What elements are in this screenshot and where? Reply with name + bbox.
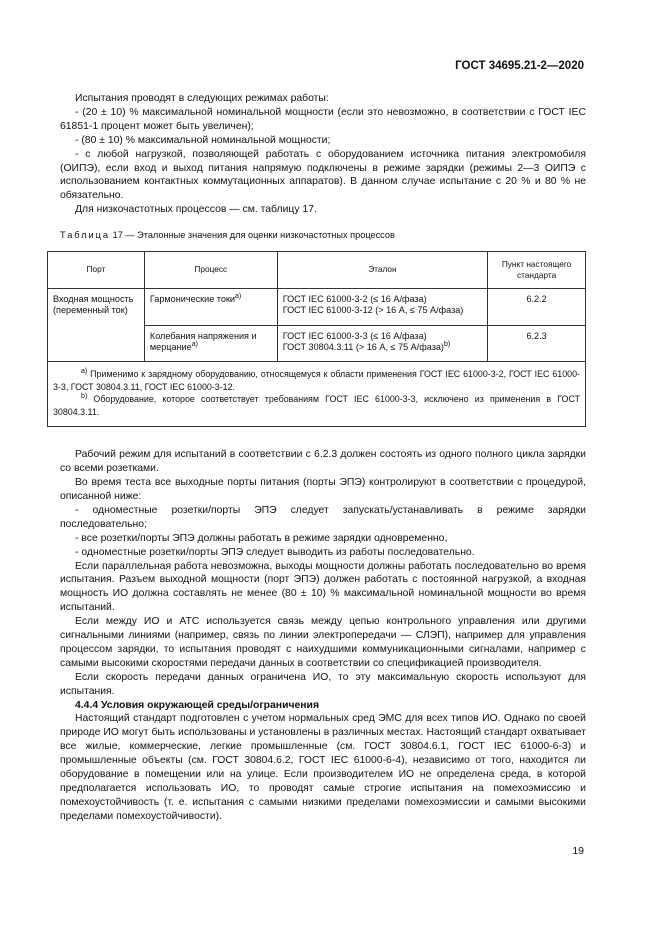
cell-process	[144, 289, 277, 326]
table-caption-text: 17 — Эталонные значения для оценки низкочастотных процессов	[112, 230, 395, 241]
process-text: Колебания напряжения и мерцание	[149, 330, 257, 352]
cell-reference	[277, 289, 487, 326]
cell-reference	[277, 325, 487, 362]
body-list-item: - одноместные розетки/порты ЭПЭ следует запускать/устанавливать в режиме зарядки последовательно;	[60, 504, 586, 530]
footnote-mark: а)	[81, 368, 88, 376]
table-row	[48, 325, 586, 362]
body-paragraph: Настоящий стандарт подготовлен с учетом нормальных сред ЭМС для всех типов ИО. Однако по своей природе ИО могут быть использованы и установлены в различных местах. Настоящий стандарт охватывает все жилые, коммерческие, легкие промышленные (см. ГОСТ 30804.6.1, ГОСТ IEC 61000-6-3) и промышленные объекты (см. ГОСТ 30804.6.2, ГОСТ IEC 61000-6-4), независимо от того, находится ли оборудование в помещении или на улице. Если производителем ИО не определена среда, в которой предполагается использовать ИО, то проводят самые строгие испытания на помехоэмиссию и помехоустойчивость (т. е. испытания с самыми низкими пределами помехоэмиссии и самыми высокими пределами помехоустойчивости).	[60, 713, 586, 822]
table-header-row	[48, 252, 586, 289]
page-header-doc-code: ГОСТ 34695.21-2—2020	[455, 60, 584, 72]
footnote-mark: b)	[81, 393, 88, 401]
body-paragraph: Если между ИО и АТС используется связь между цепью контрольного управления или другими сигнальными линиями (например, связь по линии электропередачи — СЛЭП), например для управления процессом зарядки, то испытания проводят с наихудшими коммуникационными сигналами, например с самыми высокими скоростями передачи данных в соответствии со спецификацией производителя.	[60, 616, 586, 669]
table-note	[53, 368, 580, 393]
footnote-mark: а)	[191, 340, 198, 348]
cell-port-continued	[48, 325, 145, 362]
intro-item: - с любой нагрузкой, позволяющей работать с оборудованием источника питания электромобиля (ОИПЭ), если вход и выход питания напрямую подключены в режиме зарядки (режимы 2—3 ОИПЭ с использованием контактных коммутационных аппаратов). В данном случае испытание с 20 % и 80 % не обязательно.	[60, 148, 586, 202]
body-paragraph: Если параллельная работа невозможна, выходы мощности должны работать последовательно во время испытания. Разъем выходной мощности (порт ЭПЭ) должен работать с постоянной нагрузкой, а входная мощность ИО должна составлять не менее (80 ± 10) % максимальной номинальной мощности во время испытаний.	[60, 560, 586, 614]
reference-table	[47, 251, 586, 427]
header-port: Порт	[48, 252, 145, 289]
table-note-text: Оборудование, которое соответствует требованиям ГОСТ IEC 61000-3-3, исключено из применения в ГОСТ 30804.3.11.	[53, 394, 580, 417]
cell-port: Входная мощность (переменный ток)	[48, 289, 145, 326]
table-note	[53, 393, 580, 418]
process-text: Гармонические токи	[149, 294, 235, 305]
header-reference: Эталон	[277, 252, 487, 289]
table-notes	[48, 362, 586, 427]
section-heading: 4.4.4 Условия окружающей среды/ограничения	[75, 699, 320, 711]
intro-table-ref: Для низкочастотных процессов — см. таблицу 17.	[75, 204, 317, 216]
header-process: Процесс	[144, 252, 277, 289]
reference-line: ГОСТ IEC 61000-3-3 (≤ 16 А/фаза)	[282, 330, 427, 341]
reference-line: ГОСТ IEC 61000-3-2 (≤ 16 А/фаза)	[282, 294, 427, 305]
cell-clause: 6.2.2	[488, 289, 586, 326]
cell-clause: 6.2.3	[488, 325, 586, 362]
cell-process	[144, 325, 277, 362]
page-content	[53, 92, 586, 824]
body-list-item: - все розетки/порты ЭПЭ должны работать в режиме зарядки одновременно,	[75, 532, 448, 544]
table-notes-row	[48, 362, 586, 427]
intro-lead: Испытания проводят в следующих режимах работы:	[75, 93, 329, 104]
body-paragraph: Во время теста все выходные порты питания (порты ЭПЭ) контролируют в соответствии с процедурой, описанной ниже:	[60, 477, 586, 502]
footnote-mark: b)	[443, 340, 451, 348]
body-list-item: - одноместные розетки/порты ЭПЭ следует выводить из работы последовательно.	[75, 546, 475, 558]
table-note-text: Применимо к зарядному оборудованию, относящемуся к области применения ГОСТ IEC 61000-3-2, ГОСТ IEC 61000-3-3, ГОСТ 30804.3.11, ГОСТ IEC 61000-3-12.	[53, 369, 580, 392]
footnote-mark: а)	[235, 293, 242, 301]
body-paragraph: Рабочий режим для испытаний в соответствии с 6.2.3 должен состоять из одного полного цикла зарядки со всеми розетками.	[60, 449, 586, 475]
reference-line-with-note	[283, 342, 482, 353]
page-number: 19	[572, 845, 584, 857]
intro-item: - (20 ± 10) % максимальной номинальной мощности (если это невозможно, в соответствии с ГОСТ IEC 61851-1 процент может быть увеличен);	[60, 106, 586, 132]
reference-line: ГОСТ 30804.3.11 (> 16 А, ≤ 75 А/фаза)	[282, 341, 444, 352]
table-caption-label: Таблица	[60, 230, 111, 241]
intro-item: - (80 ± 10) % максимальной номинальной мощности;	[75, 134, 331, 146]
body-paragraph: Если скорость передачи данных ограничена ИО, то эту максимальную скорость используют для испытания.	[60, 671, 586, 697]
table-row	[48, 289, 586, 326]
table-caption	[60, 229, 586, 243]
header-clause: Пункт настоящего стандарта	[488, 252, 586, 289]
reference-line: ГОСТ IEC 61000-3-12 (> 16 А, ≤ 75 А/фаза)	[282, 305, 464, 316]
